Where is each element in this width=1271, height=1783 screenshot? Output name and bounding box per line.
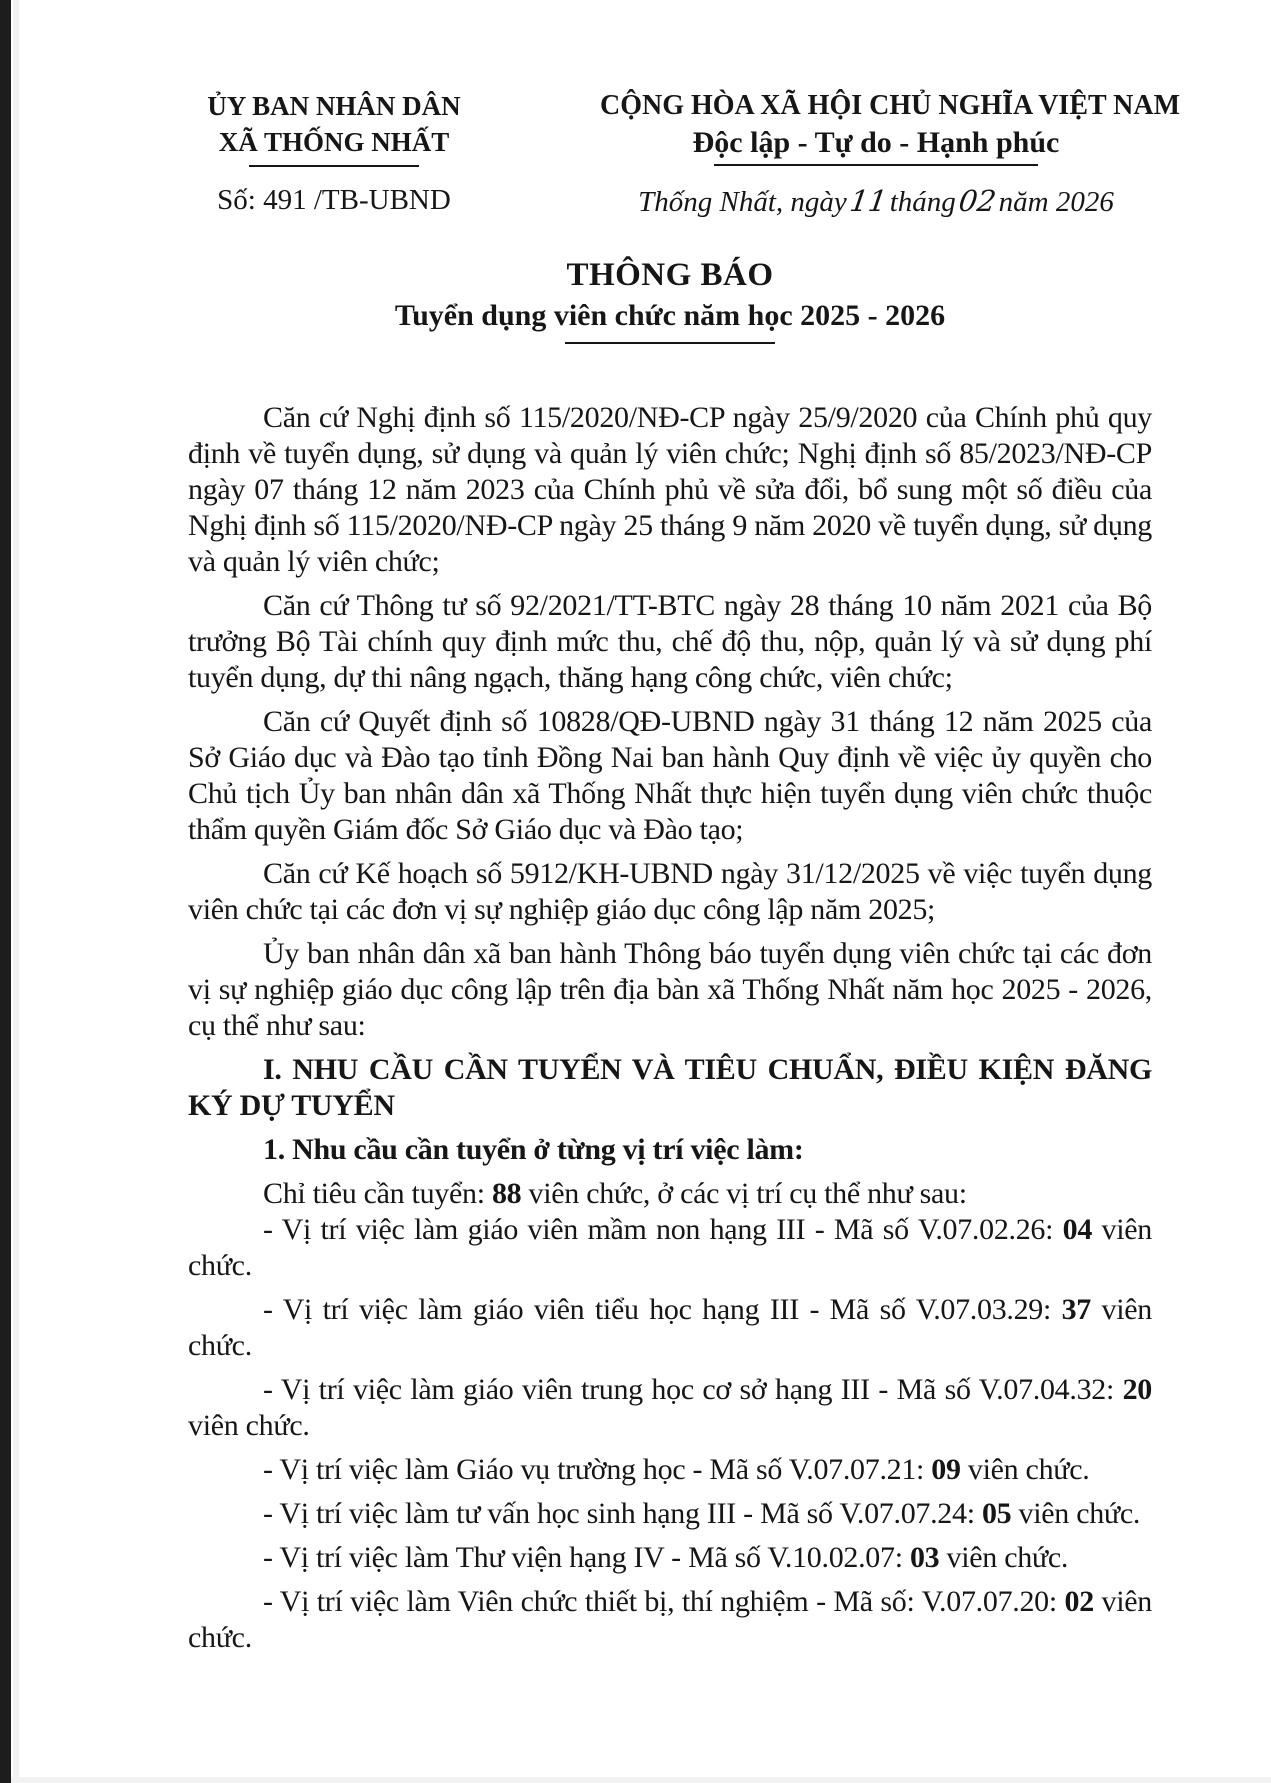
- paragraph-legal-basis-1: Căn cứ Nghị định số 115/2020/NĐ-CP ngày 25/9/2020 của Chính phủ quy định về tuyển dụng, sử dụng và quản lý viên chức; Nghị định số 85/2023/NĐ-CP ngày 07 tháng 12 năm 2023 của Chính phủ về sửa đổi, bổ sung một số điều của Nghị định số 115/2020/NĐ-CP ngày 25 tháng 9 năm 2020 về tuyển dụng, sử dụng và quản lý viên chức;: [188, 401, 1152, 578]
- position-item: [188, 1540, 1152, 1576]
- text-segment: năm 2026: [998, 186, 1114, 218]
- handwritten-value: 02: [956, 184, 999, 218]
- text-segment: Thống Nhất, ngày: [638, 186, 847, 218]
- document-number: Số: 491 /TB-UBND: [217, 184, 451, 216]
- paragraph-legal-basis-2: Căn cứ Thông tư số 92/2021/TT-BTC ngày 28 tháng 10 năm 2021 của Bộ trưởng Bộ Tài chính quy định mức thu, chế độ thu, nộp, quản lý và sử dụng phí tuyển dụng, dự thi nâng ngạch, thăng hạng công chức, viên chức;: [188, 589, 1152, 694]
- bold-value: 37: [1061, 1293, 1091, 1326]
- motto-underline: [714, 164, 1038, 166]
- scan-edge-shadow: [13, 0, 19, 1783]
- document-body: [188, 400, 1152, 1656]
- paragraph-legal-basis-3: Căn cứ Quyết định số 10828/QĐ-UBND ngày 31 tháng 12 năm 2025 của Sở Giáo dục và Đào tạo tỉnh Đồng Nai ban hành Quy định về việc ủy quyền cho Chủ tịch Ủy ban nhân dân xã Thống Nhất thực hiện tuyển dụng viên chức thuộc thẩm quyền Giám đốc Sở Giáo dục và Đào tạo;: [188, 705, 1152, 846]
- issuing-org-block: [188, 88, 480, 219]
- page-content: [188, 88, 1181, 1656]
- text-segment: viên chức.: [188, 1213, 1152, 1282]
- national-motto: Độc lập - Tự do - Hạnh phúc: [692, 126, 1060, 159]
- document-header: [188, 88, 1181, 221]
- text-segment: viên chức.: [188, 1293, 1152, 1362]
- text-segment: tháng: [889, 186, 956, 218]
- text-segment: viên chức.: [960, 1453, 1090, 1486]
- position-item: [188, 1212, 1152, 1284]
- title-block: [188, 255, 1152, 344]
- scan-edge-strip: [0, 0, 11, 1783]
- bold-value: 09: [931, 1453, 961, 1486]
- handwritten-value: 11: [847, 184, 890, 218]
- bold-value: 03: [909, 1541, 940, 1574]
- position-item: [188, 1452, 1152, 1488]
- paragraph-announcement: Ủy ban nhân dân xã ban hành Thông báo tuyển dụng viên chức tại các đơn vị sự nghiệp giáo dục công lập trên địa bàn xã Thống Nhất năm học 2025 - 2026, cụ thể như sau:: [188, 937, 1152, 1042]
- document-title: THÔNG BÁO: [566, 257, 774, 293]
- position-list: [188, 1212, 1152, 1656]
- quota-line: [188, 1176, 1152, 1212]
- text-segment: viên chức.: [188, 1409, 310, 1442]
- date-line: [600, 182, 1152, 221]
- text-segment: - Vị trí việc làm giáo viên tiểu học hạng III - Mã số V.07.03.29:: [263, 1293, 1062, 1326]
- position-item: [188, 1584, 1152, 1656]
- section-heading: I. NHU CẦU CẦN TUYỂN VÀ TIÊU CHUẨN, ĐIỀU KIỆN ĐĂNG KÝ DỰ TUYỂN: [188, 1053, 1152, 1122]
- text-segment: Chỉ tiêu cần tuyển:: [263, 1177, 492, 1210]
- bold-value: 04: [1062, 1213, 1093, 1246]
- text-segment: viên chức.: [1011, 1497, 1141, 1530]
- position-item: [188, 1372, 1152, 1444]
- text-segment: - Vị trí việc làm giáo viên trung học cơ sở hạng III - Mã số V.07.04.32:: [263, 1373, 1123, 1406]
- national-header-block: [600, 88, 1181, 221]
- position-item: [188, 1496, 1152, 1532]
- bold-value: 20: [1122, 1373, 1152, 1406]
- text-segment: - Vị trí việc làm Thư viện hạng IV - Mã số V.10.02.07:: [263, 1541, 910, 1574]
- org-name-line2: XÃ THỐNG NHẤT: [218, 127, 450, 157]
- text-segment: - Vị trí việc làm Giáo vụ trường học - Mã số V.07.07.21:: [263, 1453, 932, 1486]
- bold-value: 88: [491, 1177, 522, 1210]
- bold-value: 02: [1064, 1585, 1094, 1618]
- org-name-line1: ỦY BAN NHÂN DÂN: [207, 91, 461, 121]
- text-segment: viên chức.: [188, 1585, 1152, 1654]
- org-underline: [249, 165, 419, 167]
- subsection-heading: 1. Nhu cầu cần tuyển ở từng vị trí việc làm:: [263, 1133, 804, 1166]
- text-segment: - Vị trí việc làm giáo viên mầm non hạng III - Mã số V.07.02.26:: [263, 1213, 1063, 1246]
- position-item: [188, 1292, 1152, 1364]
- paragraph-legal-basis-4: Căn cứ Kế hoạch số 5912/KH-UBND ngày 31/12/2025 về việc tuyển dụng viên chức tại các đơn vị sự nghiệp giáo dục công lập năm 2025;: [188, 857, 1152, 926]
- text-segment: viên chức.: [939, 1541, 1069, 1574]
- text-segment: - Vị trí việc làm Viên chức thiết bị, thí nghiệm - Mã số: V.07.07.20:: [263, 1585, 1065, 1618]
- bold-value: 05: [981, 1497, 1012, 1530]
- text-segment: viên chức, ở các vị trí cụ thể như sau:: [521, 1177, 967, 1210]
- document-subtitle: Tuyển dụng viên chức năm học 2025 - 2026: [394, 299, 946, 332]
- text-segment: - Vị trí việc làm tư vấn học sinh hạng III - Mã số V.07.07.24:: [263, 1497, 982, 1530]
- national-title: CỘNG HÒA XÃ HỘI CHỦ NGHĨA VIỆT NAM: [600, 90, 1181, 121]
- scan-bottom-shadow: [11, 1777, 1271, 1783]
- title-underline: [565, 342, 775, 344]
